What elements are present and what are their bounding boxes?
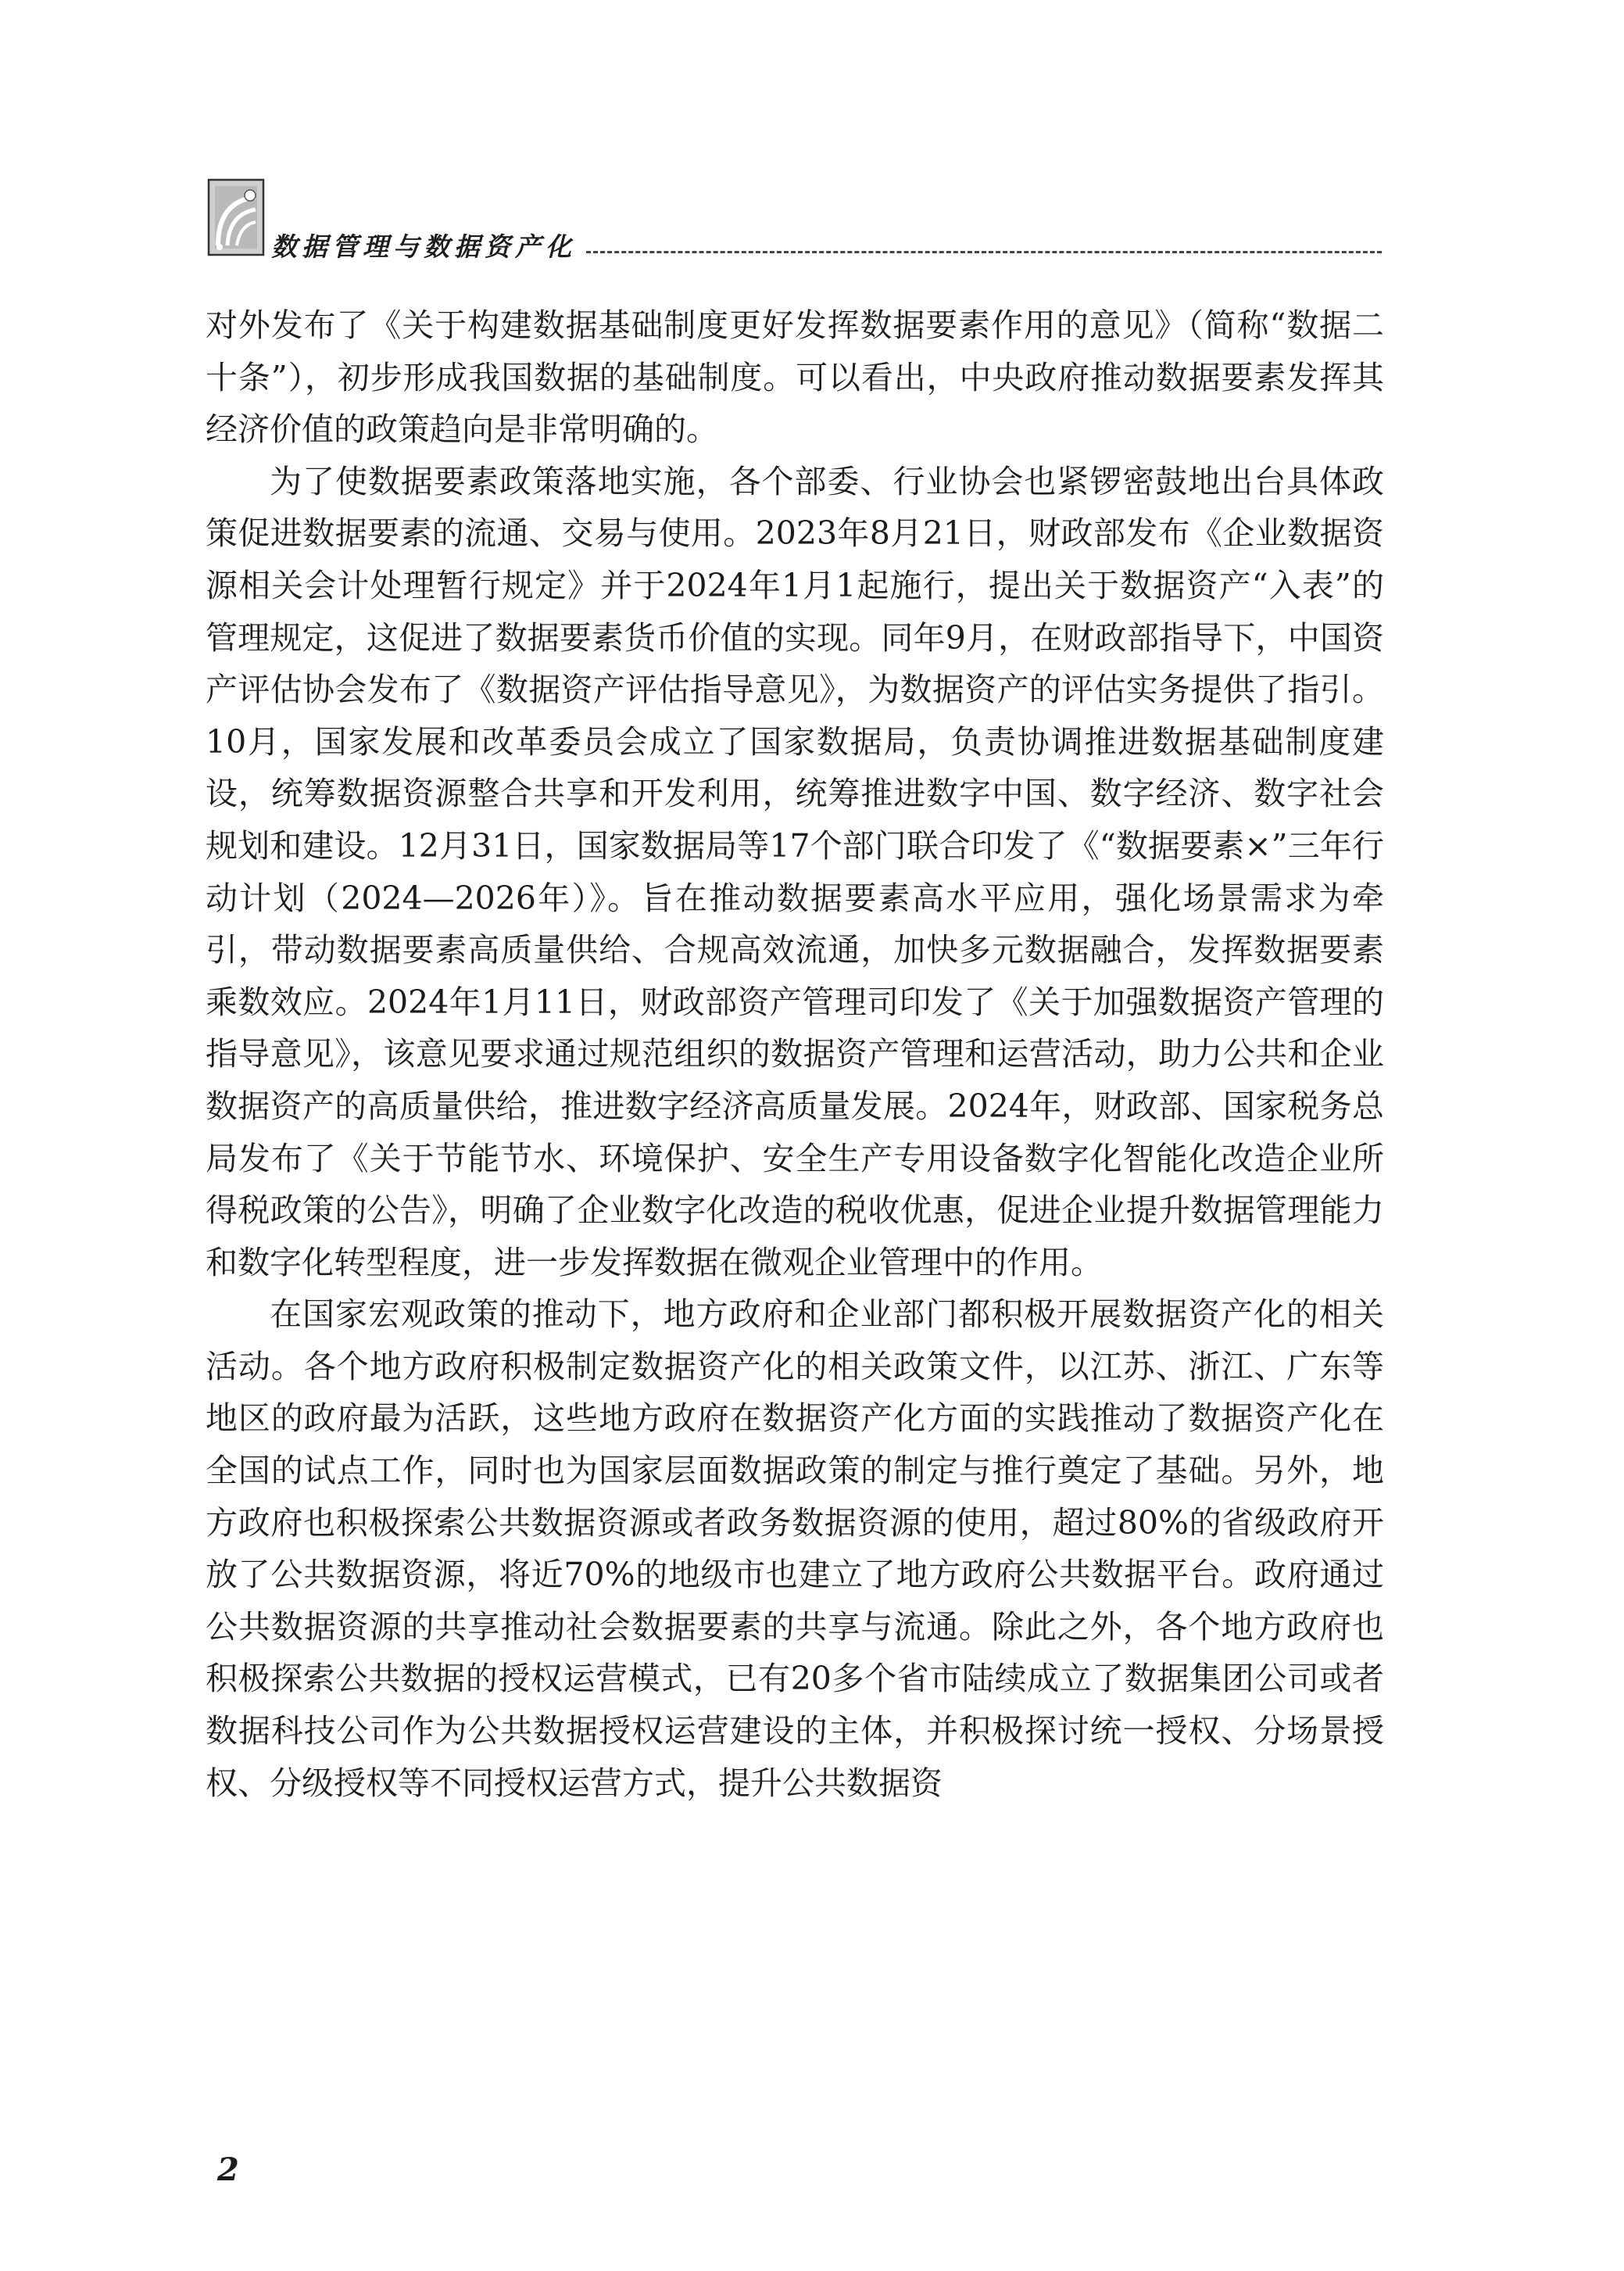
paragraph: 为了使数据要素政策落地实施，各个部委、行业协会也紧锣密鼓地出台具体政策促进数据要素的流通、交易与使用。2023年8月21日，财政部发布《企业数据资源相关会计处理暂行规定》并于2024年1月1起施行，提出关于数据资产“入表”的管理规定，这促进了数据要素货币价值的实现。同年9月，在财政部指导下，中国资产评估协会发布了《数据资产评估指导意见》，为数据资产的评估实务提供了指引。10月，国家发展和改革委员会成立了国家数据局，负责协调推进数据基础制度建设，统筹数据资源整合共享和开发利用，统筹推进数字中国、数字经济、数字社会规划和建设。12月31日，国家数据局等17个部门联合印发了《“数据要素×”三年行动计划（2024—2026年）》。旨在推动数据要素高水平应用，强化场景需求为牵引，带动数据要素高质量供给、合规高效流通，加快多元数据融合，发挥数据要素乘数效应。2024年1月11日，财政部资产管理司印发了《关于加强数据资产管理的指导意见》，该意见要求通过规范组织的数据资产管理和运营活动，助力公共和企业数据资产的高质量供给，推进数字经济高质量发展。2024年，财政部、国家税务总局发布了《关于节能节水、环境保护、安全生产专用设备数字化智能化改造企业所得税政策的公告》，明确了企业数字化改造的税收优惠，促进企业提升数据管理能力和数字化转型程度，进一步发挥数据在微观企业管理中的作用。: [206, 462, 1384, 1281]
page-body: [206, 299, 1384, 1809]
header-dashed-rule: [586, 251, 1382, 253]
header-logo-icon: [207, 178, 265, 256]
paragraph: 在国家宏观政策的推动下，地方政府和企业部门都积极开展数据资产化的相关活动。各个地方政府积极制定数据资产化的相关政策文件，以江苏、浙江、广东等地区的政府最为活跃，这些地方政府在数据资产化方面的实践推动了数据资产化在全国的试点工作，同时也为国家层面数据政策的制定与推行奠定了基础。另外，地方政府也积极探索公共数据资源或者政务数据资源的使用，超过80%的省级政府开放了公共数据资源，将近70%的地级市也建立了地方政府公共数据平台。政府通过公共数据资源的共享推动社会数据要素的共享与流通。除此之外，各个地方政府也积极探索公共数据的授权运营模式，已有20多个省市陆续成立了数据集团公司或者数据科技公司作为公共数据授权运营建设的主体，并积极探讨统一授权、分场景授权、分级授权等不同授权运营方式，提升公共数据资: [206, 1295, 1384, 1802]
paragraph: 对外发布了《关于构建数据基础制度更好发挥数据要素作用的意见》（简称“数据二十条”），初步形成我国数据的基础制度。可以看出，中央政府推动数据要素发挥其经济价值的政策趋向是非常明确的。: [206, 306, 1384, 449]
running-header-title: 数据管理与数据资产化: [271, 231, 576, 262]
page-number: 2: [217, 2151, 239, 2188]
